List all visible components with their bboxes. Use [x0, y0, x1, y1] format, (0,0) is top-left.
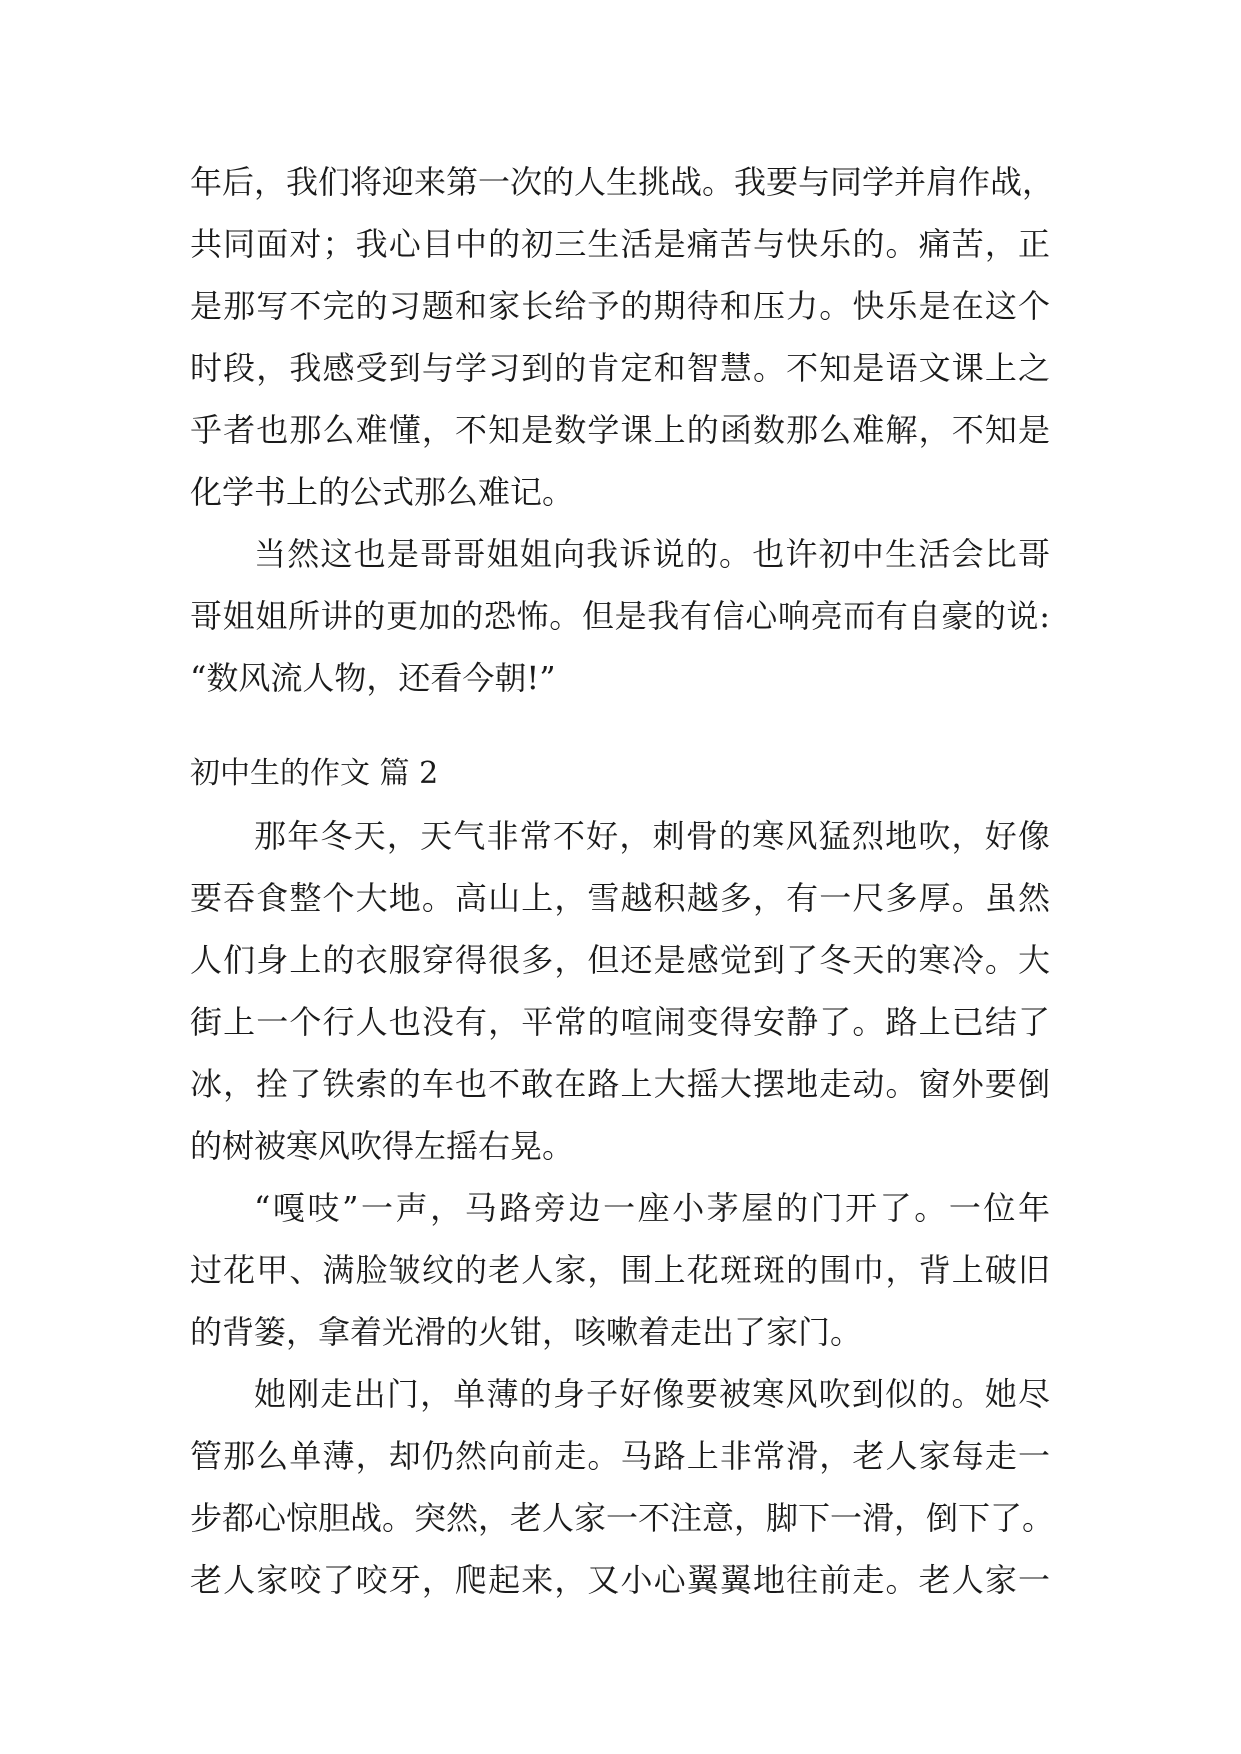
- paragraph-5-line-1: 她刚走出门，单薄的身子好像要被寒风吹到似的。她尽: [254, 1375, 1050, 1413]
- paragraph-1-line-4: 时段，我感受到与学习到的肯定和智慧。不知是语文课上之: [190, 349, 1050, 387]
- paragraph-2-line-2: 哥姐姐所讲的更加的恐怖。但是我有信心响亮而有自豪的说:: [190, 597, 1050, 635]
- paragraph-3-line-3: 人们身上的衣服穿得很多，但还是感觉到了冬天的寒冷。大: [190, 941, 1050, 979]
- paragraph-3-line-6: 的树被寒风吹得左摇右晃。: [190, 1127, 575, 1165]
- paragraph-3-line-1: 那年冬天，天气非常不好，刺骨的寒风猛烈地吹，好像: [254, 817, 1050, 855]
- paragraph-2-line-3: “数风流人物，还看今朝!”: [190, 659, 556, 697]
- paragraph-1-line-1: 年后，我们将迎来第一次的人生挑战。我要与同学并肩作战，: [190, 163, 1055, 201]
- paragraph-3-line-5: 冰，拴了铁索的车也不敢在路上大摇大摆地走动。窗外要倒: [190, 1065, 1050, 1103]
- paragraph-4-line-2: 过花甲、满脸皱纹的老人家，围上花斑斑的围巾，背上破旧: [190, 1251, 1050, 1289]
- section-heading: 初中生的作文 篇 2: [190, 756, 439, 791]
- paragraph-3-line-4: 街上一个行人也没有，平常的喧闹变得安静了。路上已结了: [190, 1003, 1050, 1041]
- paragraph-5-line-4: 老人家咬了咬牙，爬起来，又小心翼翼地往前走。老人家一: [190, 1561, 1050, 1599]
- paragraph-1-line-2: 共同面对；我心目中的初三生活是痛苦与快乐的。痛苦，正: [190, 225, 1050, 263]
- paragraph-1-line-6: 化学书上的公式那么难记。: [190, 473, 575, 511]
- paragraph-5-line-3: 步都心惊胆战。突然，老人家一不注意，脚下一滑，倒下了。: [190, 1499, 1055, 1537]
- paragraph-3-line-2: 要吞食整个大地。高山上，雪越积越多，有一尺多厚。虽然: [190, 879, 1050, 917]
- paragraph-2-line-1: 当然这也是哥哥姐姐向我诉说的。也许初中生活会比哥: [254, 535, 1050, 573]
- paragraph-1-line-5: 乎者也那么难懂，不知是数学课上的函数那么难解，不知是: [190, 411, 1050, 449]
- paragraph-5-line-2: 管那么单薄，却仍然向前走。马路上非常滑，老人家每走一: [190, 1437, 1050, 1475]
- paragraph-4-line-1: “嘎吱”一声，马路旁边一座小茅屋的门开了。一位年: [254, 1189, 1050, 1227]
- paragraph-1-line-3: 是那写不完的习题和家长给予的期待和压力。快乐是在这个: [190, 287, 1050, 325]
- paragraph-4-line-3: 的背篓，拿着光滑的火钳，咳嗽着走出了家门。: [190, 1313, 863, 1351]
